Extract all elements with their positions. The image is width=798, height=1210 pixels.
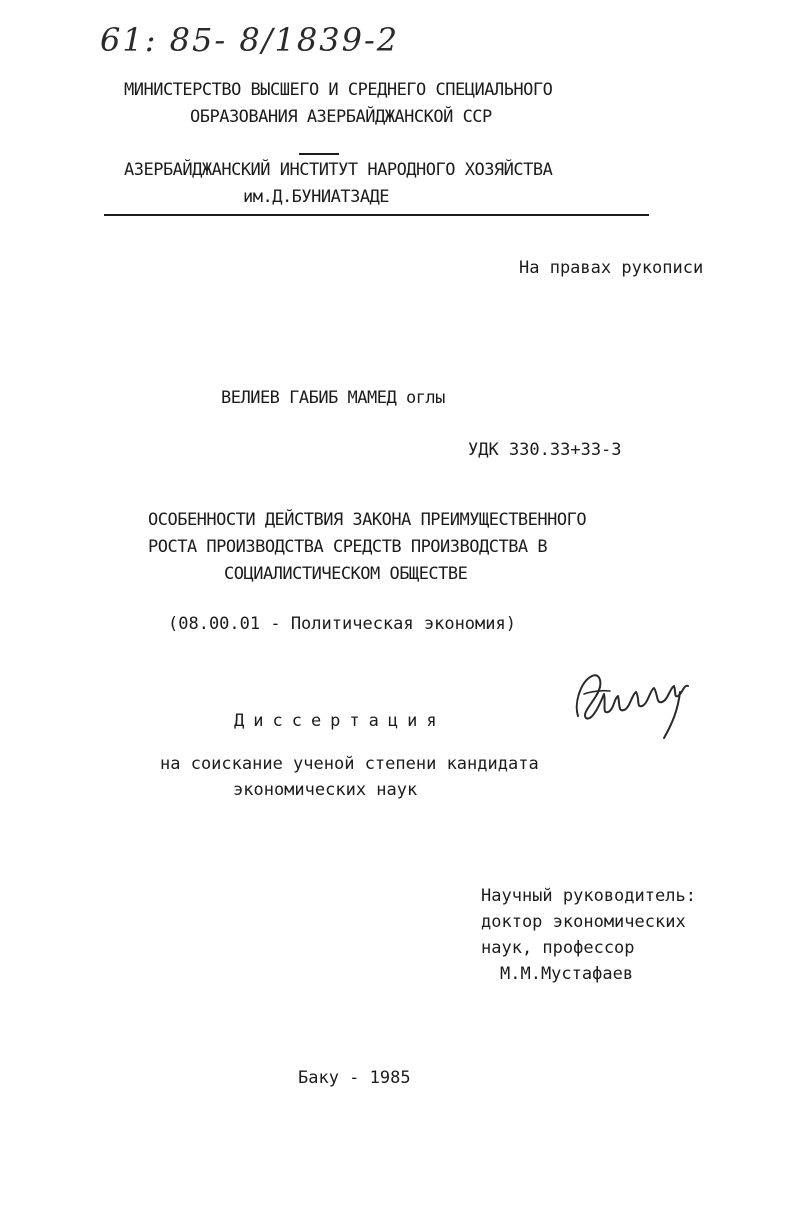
degree-line-2: экономических наук bbox=[233, 780, 418, 800]
doc-type: Диссертация bbox=[234, 711, 446, 731]
header-rule bbox=[104, 214, 649, 216]
supervisor-title: наук, профессор bbox=[481, 938, 635, 958]
supervisor-name: М.М.Мустафаев bbox=[500, 964, 634, 984]
supervisor-degree: доктор экономических bbox=[481, 912, 686, 932]
title-line-1: ОСОБЕННОСТИ ДЕЙСТВИЯ ЗАКОНА ПРЕИМУЩЕСТВЕННОГО bbox=[148, 510, 587, 530]
signature-icon bbox=[570, 664, 710, 744]
archive-code: 61: 85- 8/1839-2 bbox=[100, 21, 400, 59]
title-line-2: РОСТА ПРОИЗВОДСТВА СРЕДСТВ ПРОИЗВОДСТВА В bbox=[148, 537, 548, 557]
short-rule bbox=[299, 153, 339, 155]
specialty: (08.00.01 - Политическая экономия) bbox=[168, 614, 516, 634]
place-year: Баку - 1985 bbox=[298, 1068, 411, 1088]
udk-code: УДК 330.33+33-3 bbox=[468, 440, 622, 460]
supervisor-label: Научный руководитель: bbox=[481, 886, 696, 906]
degree-line-1: на соискание ученой степени кандидата bbox=[160, 754, 539, 774]
ministry-line-1: МИНИСТЕРСТВО ВЫСШЕГО И СРЕДНЕГО СПЕЦИАЛЬНОГО bbox=[124, 80, 553, 100]
ministry-line-2: ОБРАЗОВАНИЯ АЗЕРБАЙДЖАНСКОЙ ССР bbox=[190, 107, 492, 127]
institute-line-2: им.Д.БУНИАТЗАДЕ bbox=[243, 187, 390, 207]
title-line-3: СОЦИАЛИСТИЧЕСКОМ ОБЩЕСТВЕ bbox=[224, 564, 468, 584]
author-name: ВЕЛИЕВ ГАБИБ МАМЕД оглы bbox=[221, 388, 445, 408]
manuscript-note: На правах рукописи bbox=[519, 258, 704, 278]
institute-line-1: АЗЕРБАЙДЖАНСКИЙ ИНСТИТУТ НАРОДНОГО ХОЗЯЙСТВА bbox=[124, 160, 553, 180]
